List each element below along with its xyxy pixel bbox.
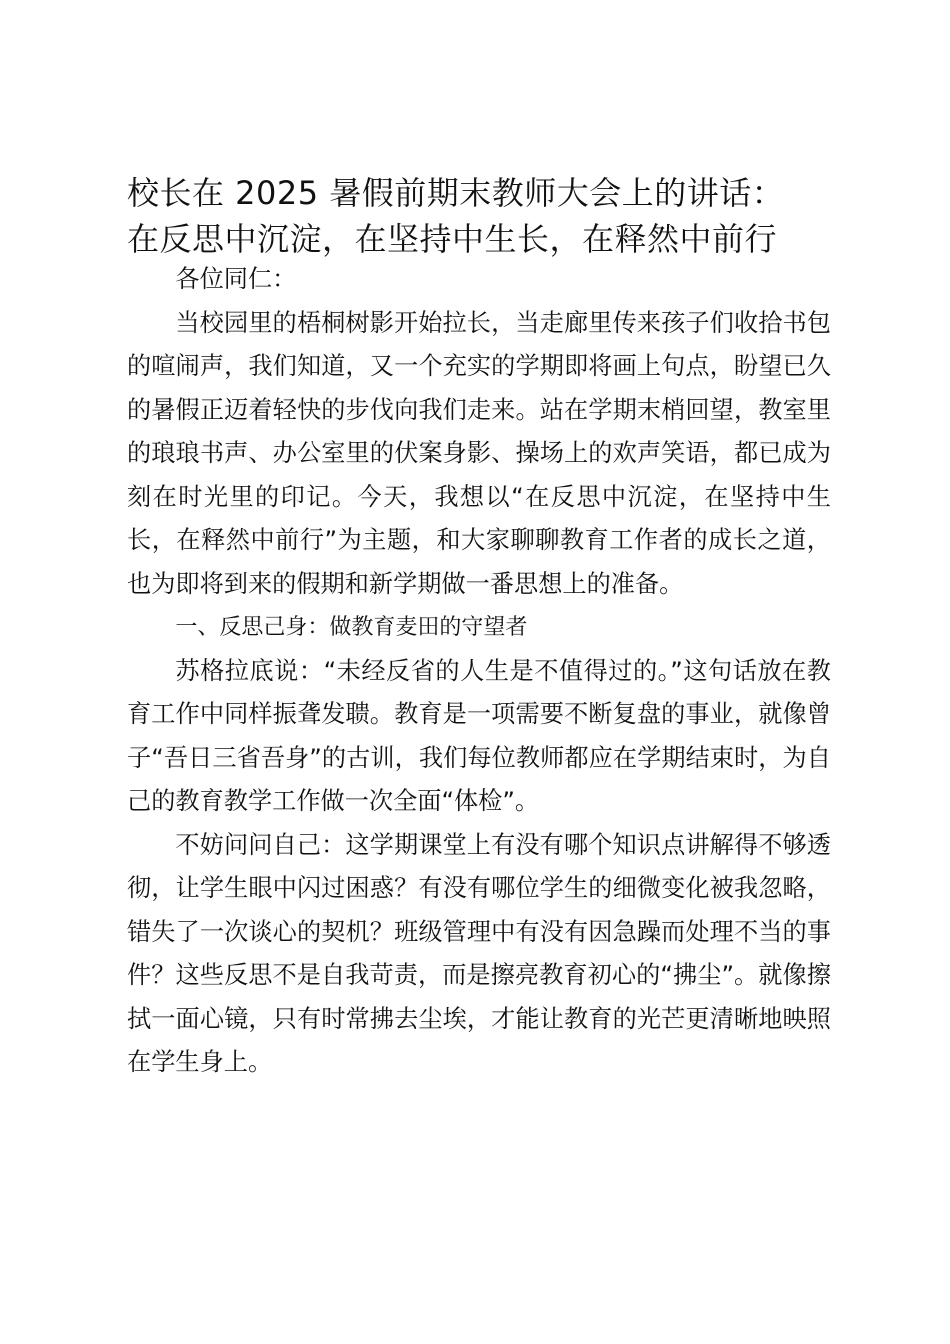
body-paragraph-2: 苏格拉底说：“未经反省的人生是不值得过的。”这句话放在教育工作中同样振聋发聩。教育是一项需要不断复盘的事业，就像曾子“吾日三省吾身”的古训，我们每位教师都应在学期结束时，为自己的教育教学工作做一次全面“体检”。 xyxy=(127,656,831,815)
body-paragraph-3: 不妨问问自己：这学期课堂上有没有哪个知识点讲解得不够透彻，让学生眼中闪过困惑？有没有哪位学生的细微变化被我忽略，错失了一次谈心的契机？班级管理中有没有因急躁而处理不当的事件？这些反思不是自我苛责，而是擦亮教育初心的“拂尘”。就像擦拭一面心镜，只有时常拂去尘埃，才能让教育的光芒更清晰地映照在学生身上。 xyxy=(127,830,831,1076)
intro-paragraph: 当校园里的梧桐树影开始拉长，当走廊里传来孩子们收拾书包的喧闹声，我们知道，又一个充实的学期即将画上句点，盼望已久的暑假正迈着轻快的步伐向我们走来。站在学期末梢回望，教室里的琅琅书声、办公室里的伏案身影、操场上的欢声笑语，都已成为刻在时光里的印记。今天，我想以“在反思中沉淀，在坚持中生长，在释然中前行”为主题，和大家聊聊教育工作者的成长之道，也为即将到来的假期和新学期做一番思想上的准备。 xyxy=(127,308,831,598)
document-title xyxy=(127,170,831,262)
document-body xyxy=(127,170,831,1085)
section-heading-1: 一、反思己身：做教育麦田的守望者 xyxy=(175,615,528,640)
title-line-1: 校长在 2025 暑假前期末教师大会上的讲话： xyxy=(127,174,785,212)
title-line-2: 在反思中沉淀，在坚持中生长，在释然中前行 xyxy=(127,220,778,258)
salutation: 各位同仁： xyxy=(175,265,297,293)
